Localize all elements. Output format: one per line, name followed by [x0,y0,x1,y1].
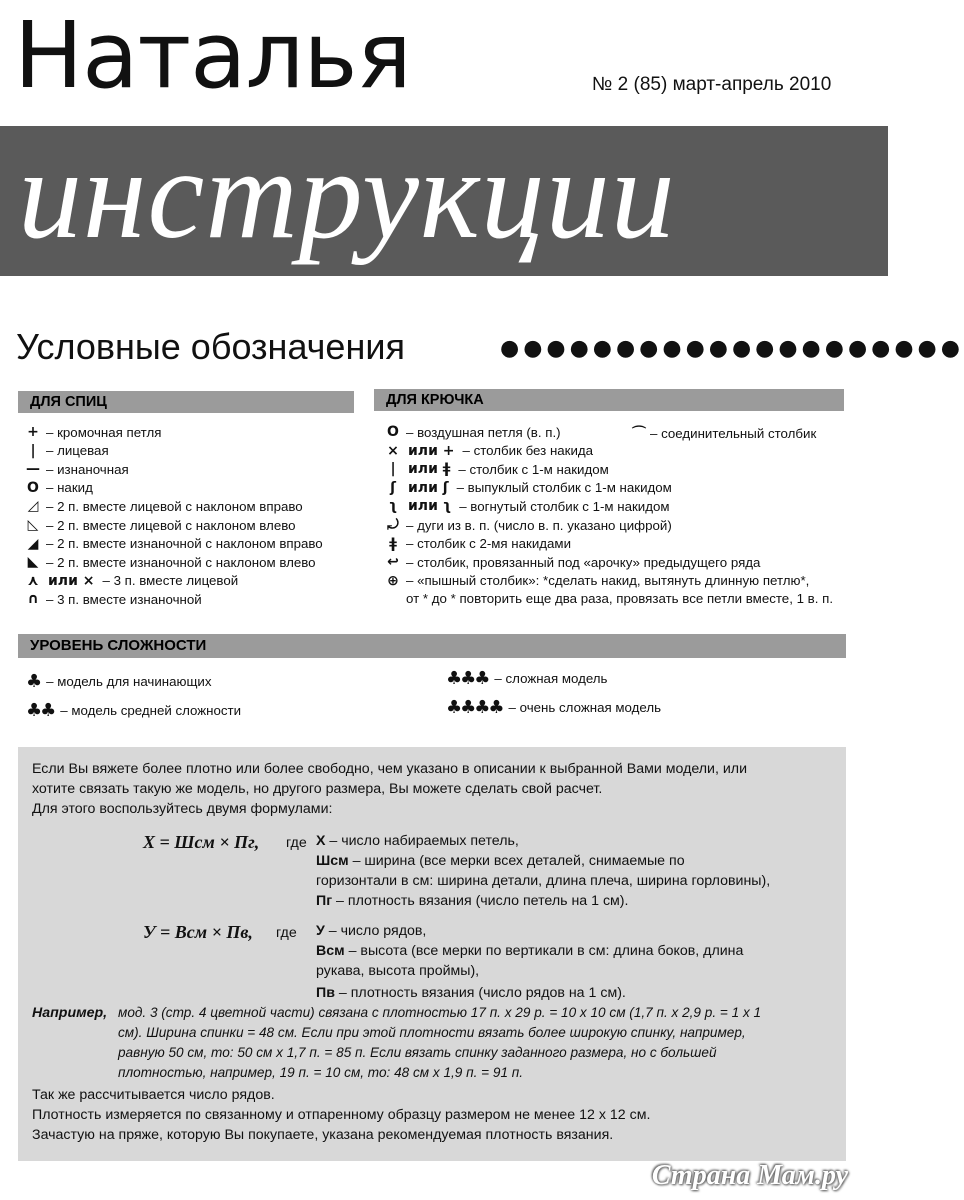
formula-1-line: Шсм – ширина (все мерки всех деталей, снимаемые по [316,853,685,869]
formula-1-line: Пг – плотность вязания (число петель на 1 см). [316,893,629,909]
difficulty-header: УРОВЕНЬ СЛОЖНОСТИ [30,637,207,654]
example-line: плотностью, например, 19 п. = 10 см, то: 48 см х 1,9 п. = 91 п. [118,1065,524,1080]
knitting-legend-item [22,554,316,570]
stitch-symbol-icon: ◺ [27,517,39,533]
stitch-symbol-icon: ǂ [389,535,397,552]
clubs-icon: ♣ [26,671,41,692]
stitch-symbol-icon: ◢ [27,535,39,552]
difficulty-level-4 [446,697,661,718]
gauge-intro-3: Для этого воспользуйтесь двумя формулами: [32,801,333,817]
crochet-legend-item [382,461,609,477]
dotted-leader: ●●●●●●●●●●●●●●●●●●●● [500,336,964,361]
legend-label: – 2 п. вместе изнаночной с наклоном влево [46,554,316,570]
formula-2-line: У – число рядов, [316,923,427,939]
stitch-symbol-icon: — [26,461,40,478]
example-line: равную 50 см, то: 50 см х 1,7 п. = 85 п. Если вязать спинку заданного размера, но с большей [118,1045,717,1060]
crochet-header-bar [374,389,844,411]
legend-label: – дуги из в. п. (число в. п. указано цифрой) [406,517,672,533]
legend-label: – лицевая [46,443,109,459]
legend-label: – выпуклый столбик с 1-м накидом [456,480,672,496]
formula-1-line: горизонтали в см: ширина детали, длина плеча, ширина горловины), [316,873,771,889]
crochet-legend-item [382,573,809,589]
knitting-legend-item [22,443,109,459]
site-watermark: Страна Мам.ру [651,1160,848,1191]
crochet-legend-item [382,443,593,459]
clubs-icon: ♣♣♣♣ [446,697,503,718]
legend-label: – 2 п. вместе лицевой с наклоном вправо [46,498,303,514]
knitting-legend-item [22,424,161,440]
legend-label: – вогнутый столбик с 1-м накидом [459,498,670,514]
legend-title: Условные обозначения [16,326,405,367]
formula-2: У = Всм × Пв, [143,922,253,942]
legend-label: – 3 п. вместе лицевой [102,573,239,589]
formula-2-line: рукава, высота проймы), [316,963,480,979]
stitch-symbol-icon: ↩ [387,554,399,571]
crochet-extra-item [628,423,816,443]
legend-label: – воздушная петля (в. п.) [406,424,561,440]
clubs-icon: ♣♣ [26,700,55,721]
difficulty-label: – сложная модель [494,671,608,686]
crochet-legend-item [382,591,833,606]
legend-label: от * до * повторить еще два раза, провязать все петли вместе, 1 в. п. [406,591,834,607]
stitch-symbol-icon: ◣ [27,554,39,571]
gauge-outro-2: Плотность измеряется по связанному и отпаренному образцу размером не менее 12 х 12 см. [32,1107,651,1123]
stitch-symbol-icon: ⋏ [27,572,39,589]
knitting-legend-item [22,536,323,552]
difficulty-header-bar [18,634,846,658]
stitch-symbol-icon: ʅ [388,498,398,515]
magazine-name: Наталья [14,2,411,109]
stitch-symbol-icon: ∩ [27,591,39,608]
legend-label: – столбик без накида [462,443,594,459]
knitting-legend-item [22,498,303,514]
legend-label: – столбик, провязанный под «арочку» предыдущего ряда [406,554,761,570]
example-line: см). Ширина спинки = 48 см. Если при этой плотности вязать более широкую спинку, например, [118,1025,746,1040]
title-band [0,123,888,276]
knitting-header: ДЛЯ СПИЦ [30,394,107,410]
formula-2-line: Пв – плотность вязания (число рядов на 1 см). [316,985,626,1001]
crochet-extra-label: – соединительный столбик [650,425,817,441]
alt-symbol-icon: или ǂ [408,461,451,478]
knitting-header-bar [18,391,354,413]
gauge-outro-1: Так же рассчитывается число рядов. [32,1087,275,1103]
knitting-legend-item [22,461,129,477]
legend-label: – 2 п. вместе изнаночной с наклоном вправо [46,536,323,552]
crochet-legend-item [382,498,670,514]
example-label: Например, [32,1005,108,1021]
stitch-symbol-icon: O [387,424,399,440]
formula-1: X = Шсм × Пг, [143,832,260,852]
stitch-symbol-icon: × [387,442,399,459]
formula-1-line: X – число набираемых петель, [316,833,519,849]
crochet-legend-item [382,536,571,552]
stitch-symbol-icon: ʃ [390,479,396,496]
stitch-symbol-icon: ◿ [27,498,39,515]
gauge-intro-1: Если Вы вяжете более плотно или более свободно, чем указано в описании к выбранной Вами модели, или [32,761,747,777]
arc-symbol-icon: ⌒ [632,426,646,442]
issue-info: № 2 (85) март-апрель 2010 [592,74,832,95]
legend-label: – столбик с 1-м накидом [458,461,609,477]
formula-2-line: Всм – высота (все мерки по вертикали в см: длина боков, длина [316,943,744,959]
stitch-symbol-icon: ⤾ [387,517,399,533]
stitch-symbol-icon: | [390,461,396,478]
legend-label: – кромочная петля [46,424,162,440]
crochet-legend-item [382,517,672,533]
stitch-symbol-icon: ⊕ [387,572,399,589]
knitting-legend-item [22,517,296,533]
alt-symbol-icon: или ʅ [408,498,452,515]
legend-label: – изнаночная [46,461,129,477]
knitting-legend-item [22,591,202,607]
clubs-icon: ♣♣♣ [446,668,489,689]
legend-label: – столбик с 2-мя накидами [406,536,572,552]
stitch-symbol-icon: + [27,424,39,440]
stitch-symbol-icon: O [27,479,39,496]
formula-1-where: где [286,835,307,851]
difficulty-label: – модель средней сложности [60,703,242,718]
difficulty-level-1 [26,671,212,692]
difficulty-label: – очень сложная модель [508,700,661,715]
knitting-legend-item [22,573,238,589]
legend-label: – 3 п. вместе изнаночной [46,591,202,607]
crochet-legend-item [382,554,760,570]
crochet-legend-item [382,424,561,440]
alt-symbol-icon: или + [408,442,455,459]
knitting-legend-item [22,480,93,496]
legend-label: – 2 п. вместе лицевой с наклоном влево [46,517,296,533]
difficulty-level-2 [26,700,241,721]
example-line: мод. 3 (стр. 4 цветной части) связана с плотностью 17 п. х 29 р. = 10 х 10 см (1,7 п. х 2,9 р. = 1 х 1 [118,1005,762,1020]
difficulty-label: – модель для начинающих [46,674,212,689]
gauge-outro-3: Зачастую на пряже, которую Вы покупаете, указана рекомендуемая плотность вязания. [32,1127,614,1143]
crochet-header: ДЛЯ КРЮЧКА [386,392,484,408]
alt-symbol-icon: или × [48,572,95,589]
legend-label: – «пышный столбик»: *сделать накид, вытянуть длинную петлю*, [406,573,810,589]
formula-2-where: где [276,925,297,941]
gauge-intro-2: хотите связать такую же модель, но другого размера, Вы можете сделать свой расчет. [32,781,603,797]
crochet-legend-item [382,480,672,496]
alt-symbol-icon: или ʃ [408,479,449,496]
stitch-symbol-icon: | [30,442,36,459]
difficulty-level-3 [446,668,607,689]
band-title: инструкции [18,123,676,265]
legend-label: – накид [46,480,93,496]
